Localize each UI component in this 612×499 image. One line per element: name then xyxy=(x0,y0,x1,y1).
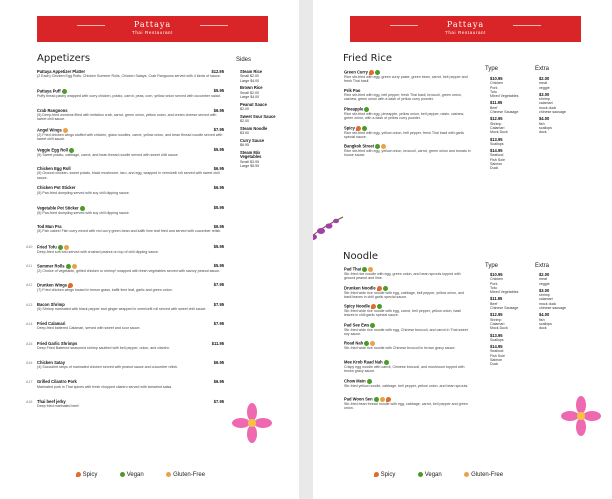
item-name: Grilled Cilantro Pork xyxy=(37,379,77,385)
item-description: (4) Succulent strips of marinated chicken served with peanut sauce and cucumber relish. xyxy=(37,365,179,370)
item-name: Drunken Wings xyxy=(37,282,67,288)
price-tier-option: Mixed Vegetables xyxy=(490,94,519,99)
item-price: $5.95 xyxy=(213,146,224,152)
menu-item xyxy=(26,243,224,254)
item-name: Chicken Pot Sticker xyxy=(37,185,76,191)
price-tier-option: Shrimp xyxy=(490,121,502,126)
item-description: Rice stir-fried with egg, green curry paste, green bean, carrot, bell pepper and fresh Thai basil. xyxy=(344,75,468,84)
item-description: Deep-fried battered Calamari, served with sweet and sour sauce. xyxy=(37,326,141,331)
item-description: (2) Fried chicken wings stuffed with chicken, glass noodles, carrot, yellow onion, and bean thread noodle served with sweet chili sauce. xyxy=(37,133,223,142)
extra-heading: Extra xyxy=(535,263,550,269)
price-tier-option: chinese sausage xyxy=(539,110,566,115)
restaurant-banner xyxy=(37,16,268,42)
price-tier: $2.00 xyxy=(539,272,550,277)
price-tier-option: duck xyxy=(539,130,547,135)
item-description: (5) Ground chicken, sweet potato, black mushroom, taro, and egg, wrapped in vermicelli roll served with sweet chili sauce. xyxy=(37,171,220,180)
item-name: Bacon Shrimp xyxy=(37,301,65,307)
vegan-icon xyxy=(367,379,372,384)
price-tier-option: Tofu xyxy=(490,89,497,94)
side-price: $6.95 xyxy=(240,143,249,148)
noodle-extra-prices xyxy=(539,273,579,334)
price-tier-option: mock duck xyxy=(539,105,557,110)
item-price: $7.95 xyxy=(213,282,224,288)
price-tier: $13.95 xyxy=(490,332,503,338)
price-tier-option: Duck xyxy=(490,362,499,367)
price-tier-option: Calamari xyxy=(490,321,505,326)
price-tier-option: Scallops xyxy=(490,141,504,146)
item-description: Deep fried marinated beef. xyxy=(37,404,80,409)
price-tier: $13.95 xyxy=(490,136,503,142)
menu-item xyxy=(344,286,472,300)
price-tier-option: Duck xyxy=(490,166,499,171)
vegan-icon xyxy=(418,472,423,477)
orchid-flower-icon xyxy=(561,396,601,436)
item-description: (5) Sweet potato, cabbage, carrot, and bean thread noodle served with sweet chili sauce. xyxy=(37,152,179,157)
section-title-noodle: Noodle xyxy=(343,251,378,262)
item-number: A10 xyxy=(26,244,33,249)
legend-gluten-free: Gluten-Free xyxy=(173,472,206,478)
price-tier: $4.00 xyxy=(539,312,550,318)
item-price: $6.95 xyxy=(213,166,224,171)
item-price: $6.95 xyxy=(213,379,224,385)
price-tier-option: Chinese Sausage xyxy=(490,110,519,115)
item-price: $5.95 xyxy=(213,263,224,268)
side-price: Small $2.00 xyxy=(240,90,259,95)
price-tier-option: duck xyxy=(539,326,547,331)
price-tier-option: shrimp xyxy=(539,97,550,102)
vegan-icon xyxy=(69,148,74,153)
menu-item xyxy=(37,167,224,180)
item-description: (5) Deep-fried wontons filled with imitation crab, carrot, green onion, yellow onion, and cream cheese served with sweet chili sauce. xyxy=(37,113,217,122)
price-tier: $3.00 xyxy=(539,91,550,97)
type-heading: Type xyxy=(485,263,499,269)
menu-item xyxy=(344,70,472,84)
banner-ornament xyxy=(200,25,228,26)
menu-page-left xyxy=(0,0,299,499)
item-description: (5) Fish cakes! Fish curry mixed with red curry green bean and kaffir lime leaf fried and served with cucumber relish. xyxy=(37,229,222,234)
item-description: Stir-fried wide rice noodle with egg, carrot, bell pepper, yellow onion, basil leaves in chili garlic special sauce. xyxy=(344,309,461,318)
menu-item xyxy=(344,144,472,158)
side-price: Large $4.00 xyxy=(240,78,260,83)
price-tier-option: chinese sausage xyxy=(539,306,566,311)
side-price: $3.00 xyxy=(240,131,249,136)
side-price: Large $5.95 xyxy=(240,164,260,169)
item-number: A14 xyxy=(26,322,33,327)
menu-item xyxy=(344,323,472,337)
item-name: Road Nah xyxy=(344,340,364,346)
item-name: Fried Calamari xyxy=(37,321,66,327)
vegan-icon xyxy=(120,472,125,477)
gluten-free-icon xyxy=(64,245,69,250)
menu-item xyxy=(26,340,224,351)
item-number: A11 xyxy=(26,264,33,268)
price-tier-option: Chinese Sausage xyxy=(490,306,519,311)
item-price: $7.95 xyxy=(213,301,224,307)
fried-rice-type-prices xyxy=(490,77,534,174)
vegan-icon xyxy=(383,286,388,291)
side-name: Brown Rice xyxy=(240,85,263,91)
item-description: Rice stir-fried with egg, yellow onion, broccoli, carrot, green onion and tomato in house sauce. xyxy=(344,149,471,158)
price-tier-option: Beef xyxy=(490,105,498,110)
banner-ornament xyxy=(513,25,541,26)
item-name: Crab Rangoons xyxy=(37,107,68,113)
price-tier-option: scallops xyxy=(539,321,552,326)
menu-item xyxy=(26,398,224,409)
price-tier-option: Shrimp xyxy=(490,317,502,322)
price-tier-option: Mock Duck xyxy=(490,130,508,135)
item-description: Marinated pork in Thai spices with fresh chopped cilantro served with tamarind salsa. xyxy=(37,384,173,389)
price-tier: $10.95 xyxy=(490,76,503,81)
side-name: Peanut Sauce xyxy=(240,101,267,107)
price-tier-option: Seafood xyxy=(490,349,504,354)
item-name: Green Curry xyxy=(344,69,368,75)
item-number: A16 xyxy=(26,361,33,365)
menu-item xyxy=(26,301,224,312)
noodle-type-prices xyxy=(490,273,534,370)
item-description: Stir-fried wide rice noodle with egg, cabbage, bell pepper, yellow onion, and basil leaves in chili garlic special sauce. xyxy=(344,290,465,299)
item-description: (5) Shrimp marinated with black pepper and ginger wrapped in vermicelli roll served with sweet chili sauce. xyxy=(37,307,207,312)
item-name: Tod Mun Pra xyxy=(37,224,62,230)
side-price: Small $3.95 xyxy=(240,159,259,164)
item-name: Thai beef jerky xyxy=(37,398,66,404)
price-tier-option: Beef xyxy=(490,301,498,306)
sides-list xyxy=(240,70,282,172)
item-name: Pattaya Appetizer Platter xyxy=(37,69,86,74)
side-name: Steam Noodle xyxy=(240,125,268,131)
price-tier-option: mock duck xyxy=(539,301,557,306)
price-tier: $14.95 xyxy=(490,148,503,154)
banner-ornament xyxy=(390,25,418,26)
price-tier: $14.95 xyxy=(490,344,503,350)
item-description: (2) Choice of vegetable, grilled chicken or shrimp* wrapped with fresh vegetables served with savory peanut sauce. xyxy=(37,269,221,273)
item-name: Drunken Noodle xyxy=(344,285,376,291)
item-name: Fried Garlic Shrimps xyxy=(37,340,78,346)
item-name: Chicken Egg Roll xyxy=(37,166,71,171)
item-description: (5) Pan-fried dumpling served with soy chili dipping sauce. xyxy=(37,210,130,215)
menu-item xyxy=(26,360,224,370)
menu-item xyxy=(37,89,224,98)
side-name: Steam Rice xyxy=(240,69,263,74)
brand-name: Pattaya xyxy=(133,20,172,29)
price-tier: $12.95 xyxy=(490,116,503,122)
gluten-free-icon xyxy=(464,472,469,477)
item-price: $7.95 xyxy=(213,127,224,133)
price-tier: $11.95 xyxy=(490,296,503,302)
brand-name: Pattaya xyxy=(446,20,485,29)
price-tier-option: Scallops xyxy=(490,337,504,342)
item-number: A12 xyxy=(26,283,33,288)
item-description: Stir-fried yellow noodle, cabbage, bell pepper, yellow onion, and bean sprouts. xyxy=(344,383,469,388)
item-number: A13 xyxy=(26,302,33,307)
spicy-icon xyxy=(377,286,382,291)
brand-subtitle: Thai Restaurant xyxy=(131,30,174,35)
item-description: Rice stir-fried with egg, yellow onion, bell pepper, fresh Thai basil with garlic special sauce. xyxy=(344,130,465,139)
menu-item xyxy=(344,89,472,102)
price-tier-option: meat xyxy=(539,81,547,86)
price-tier-option: fish xyxy=(539,121,545,126)
menu-page-right xyxy=(313,0,612,499)
item-description: Crispy egg noodle with carrot, Chinese broccoli, and mushroom topped with brown gravy sauce. xyxy=(344,365,465,374)
item-price: $5.95 xyxy=(213,243,224,249)
price-tier-option: calamari xyxy=(539,101,553,106)
item-price: $11.95 xyxy=(211,340,224,346)
side-price: $2.00 xyxy=(240,119,249,124)
menu-item xyxy=(37,70,224,79)
item-price: $7.95 xyxy=(213,398,224,404)
price-tier: $2.00 xyxy=(539,76,550,81)
vegan-icon xyxy=(362,126,367,131)
price-tier-option: Tofu xyxy=(490,285,497,290)
item-name: Angel Wings xyxy=(37,127,62,133)
item-description: Puffy bread pastry wrapped with curry chicken, potato, carrot, peas, corn, yellow onion served with cucumber salad. xyxy=(37,94,221,99)
item-number: A17 xyxy=(26,380,33,385)
item-description: (5) Pan-fried dumpling served with soy chili dipping sauce. xyxy=(37,190,130,195)
spicy-icon xyxy=(374,472,379,477)
item-name: Chicken Satay xyxy=(37,360,65,365)
sides-heading: Sides xyxy=(236,57,252,63)
extra-heading: Extra xyxy=(535,66,550,72)
price-tier-option: Salmon xyxy=(490,358,503,363)
item-price: $6.95 xyxy=(213,224,224,230)
item-price: $6.95 xyxy=(213,185,224,191)
menu-item xyxy=(37,148,224,157)
price-tier-option: veggie xyxy=(539,281,550,286)
item-price: $6.95 xyxy=(213,107,224,113)
spicy-icon xyxy=(76,472,81,477)
item-name: Chow Mein xyxy=(344,378,366,384)
item-price: $12.95 xyxy=(211,69,224,74)
price-tier: $10.95 xyxy=(490,272,503,277)
item-name: Mee Krob Raad Nah xyxy=(344,359,383,365)
menu-item xyxy=(37,206,224,215)
price-tier-option: Chicken xyxy=(490,81,503,86)
menu-item xyxy=(344,379,472,388)
restaurant-banner xyxy=(350,16,581,42)
item-description: Stir-fried wide rice noodle with egg, Chinese broccoli, and carrot in Thai sweet soy sauce. xyxy=(344,327,468,337)
item-name: Pad Woon Sen xyxy=(344,396,373,402)
price-tier: $11.95 xyxy=(490,100,503,106)
price-tier-option: Pork xyxy=(490,85,498,90)
item-description: Deep Fried Battered seasoned shrimp sautéed with bell pepper, onion, and cilantro. xyxy=(37,345,170,350)
price-tier-option: Fish Sole xyxy=(490,353,505,358)
item-description: Stir-fried bean thread noodle with egg, cabbage, carrot, bell pepper and green onion. xyxy=(344,402,468,411)
price-tier-option: scallops xyxy=(539,125,552,130)
price-tier-option: Mixed Vegetables xyxy=(490,290,519,295)
item-description: Stir-fried wide rice noodle with Chinese broccoli in brown gravy sauce. xyxy=(344,346,456,351)
side-name: Curry Sauce xyxy=(240,138,265,144)
orchid-flower-icon xyxy=(232,403,272,443)
brand-subtitle: Thai Restaurant xyxy=(444,30,487,35)
menu-item xyxy=(344,107,472,121)
vegan-icon xyxy=(58,245,63,250)
menu-item xyxy=(37,109,224,122)
item-name: Pineapple xyxy=(344,106,364,112)
price-tier-option: shrimp xyxy=(539,293,550,298)
price-tier-option: Fish Sole xyxy=(490,157,505,162)
item-number: A15 xyxy=(26,341,33,346)
price-tier-option: calamari xyxy=(539,297,553,302)
item-name: Pattaya Puff xyxy=(37,88,61,94)
side-price: Large $4.00 xyxy=(240,94,260,99)
gluten-free-icon xyxy=(166,472,171,477)
menu-item xyxy=(344,341,472,350)
menu-item xyxy=(26,321,224,331)
item-description: Rice stir-fried with egg, bell pepper, fresh Thai basil, broccoli, green onion, cashew, green onion with a dash of yellow curry powder. xyxy=(344,92,462,102)
legend xyxy=(75,472,225,478)
item-description: Deep-fried soft tofu served with crushed peanut on top of chili dipping sauce. xyxy=(37,249,159,254)
item-number: A18 xyxy=(26,399,33,404)
item-name: Pad Thai xyxy=(344,266,362,272)
legend-gluten-free: Gluten-Free xyxy=(471,472,504,478)
menu-item xyxy=(26,263,224,273)
item-price: $5.95 xyxy=(213,88,224,94)
item-name: Bangkok Street xyxy=(344,143,375,149)
side-price: $2.00 xyxy=(240,107,249,112)
price-tier-option: fish xyxy=(539,317,545,322)
price-tier-option: veggie xyxy=(539,85,550,90)
item-name: Pad See Ews xyxy=(344,322,370,328)
menu-item xyxy=(37,186,224,195)
side-name: Steam Mix Vegetables xyxy=(240,150,262,160)
item-name: Spicy xyxy=(344,124,355,130)
legend-spicy: Spicy xyxy=(380,472,396,478)
item-price: $7.95 xyxy=(213,321,224,327)
item-name: Vegetable Pot Sticker xyxy=(37,205,79,211)
price-tier-option: Salmon xyxy=(490,162,503,167)
item-name: Prik Pao xyxy=(344,87,361,93)
spicy-icon xyxy=(356,126,361,131)
menu-item xyxy=(344,360,472,374)
section-title-appetizers: Appetizers xyxy=(37,53,91,64)
menu-item xyxy=(26,379,224,389)
item-description: Rice stir-fried with egg, pineapple, yellow onion, bell pepper, raisin, cashew, green onion, with a dash of yellow curry powder. xyxy=(344,112,465,121)
item-price: $6.95 xyxy=(213,360,224,365)
legend xyxy=(373,472,523,478)
fried-rice-extra-prices xyxy=(539,77,579,138)
menu-item xyxy=(37,225,224,234)
side-price: Small $2.00 xyxy=(240,74,259,79)
price-tier-option: Pork xyxy=(490,281,498,286)
type-heading: Type xyxy=(485,66,499,72)
menu-item xyxy=(37,128,224,142)
menu-item xyxy=(344,126,472,140)
price-tier: $12.95 xyxy=(490,312,503,318)
price-tier: $3.00 xyxy=(539,287,550,293)
item-name: Spicy Noodle xyxy=(344,303,370,309)
price-tier-option: Mock Duck xyxy=(490,326,508,331)
menu-item xyxy=(344,304,472,318)
side-name: Sweet Sour Sauce xyxy=(240,113,276,119)
section-title-fried-rice: Fried Rice xyxy=(343,53,392,64)
item-name: Fried Tofu xyxy=(37,244,57,250)
item-description: Stir-fried rice noodle with egg, green onion, and bean sprouts topped with ground peanut and lime. xyxy=(344,272,461,281)
menu-item xyxy=(344,397,472,411)
legend-vegan: Vegan xyxy=(424,472,442,478)
price-tier-option: Calamari xyxy=(490,125,505,130)
menu-item xyxy=(344,267,472,281)
price-tier-option: Chicken xyxy=(490,277,503,282)
item-name: Veggie Egg Roll xyxy=(37,147,68,153)
menu-item xyxy=(26,282,224,293)
item-description: (2 Each) Chicken Egg Rolls, Chicken Summer Rolls, Chicken Satays, Crab Rangoons served with 4 kinds of sauce. xyxy=(37,74,221,79)
banner-ornament xyxy=(77,25,105,26)
item-description: (7) Fried chicken wings tossed in lemon grass, kaffir lime leaf, garlic and green onion. xyxy=(37,288,173,293)
item-name: Summer Rolls xyxy=(37,263,65,269)
price-tier-option: meat xyxy=(539,277,547,282)
orchid-spray-icon xyxy=(313,213,345,249)
item-price: $5.95 xyxy=(213,204,224,210)
price-tier: $4.00 xyxy=(539,116,550,122)
legend-vegan: Vegan xyxy=(126,472,144,478)
price-tier-option: Seafood xyxy=(490,153,504,158)
legend-spicy: Spicy xyxy=(82,472,98,478)
